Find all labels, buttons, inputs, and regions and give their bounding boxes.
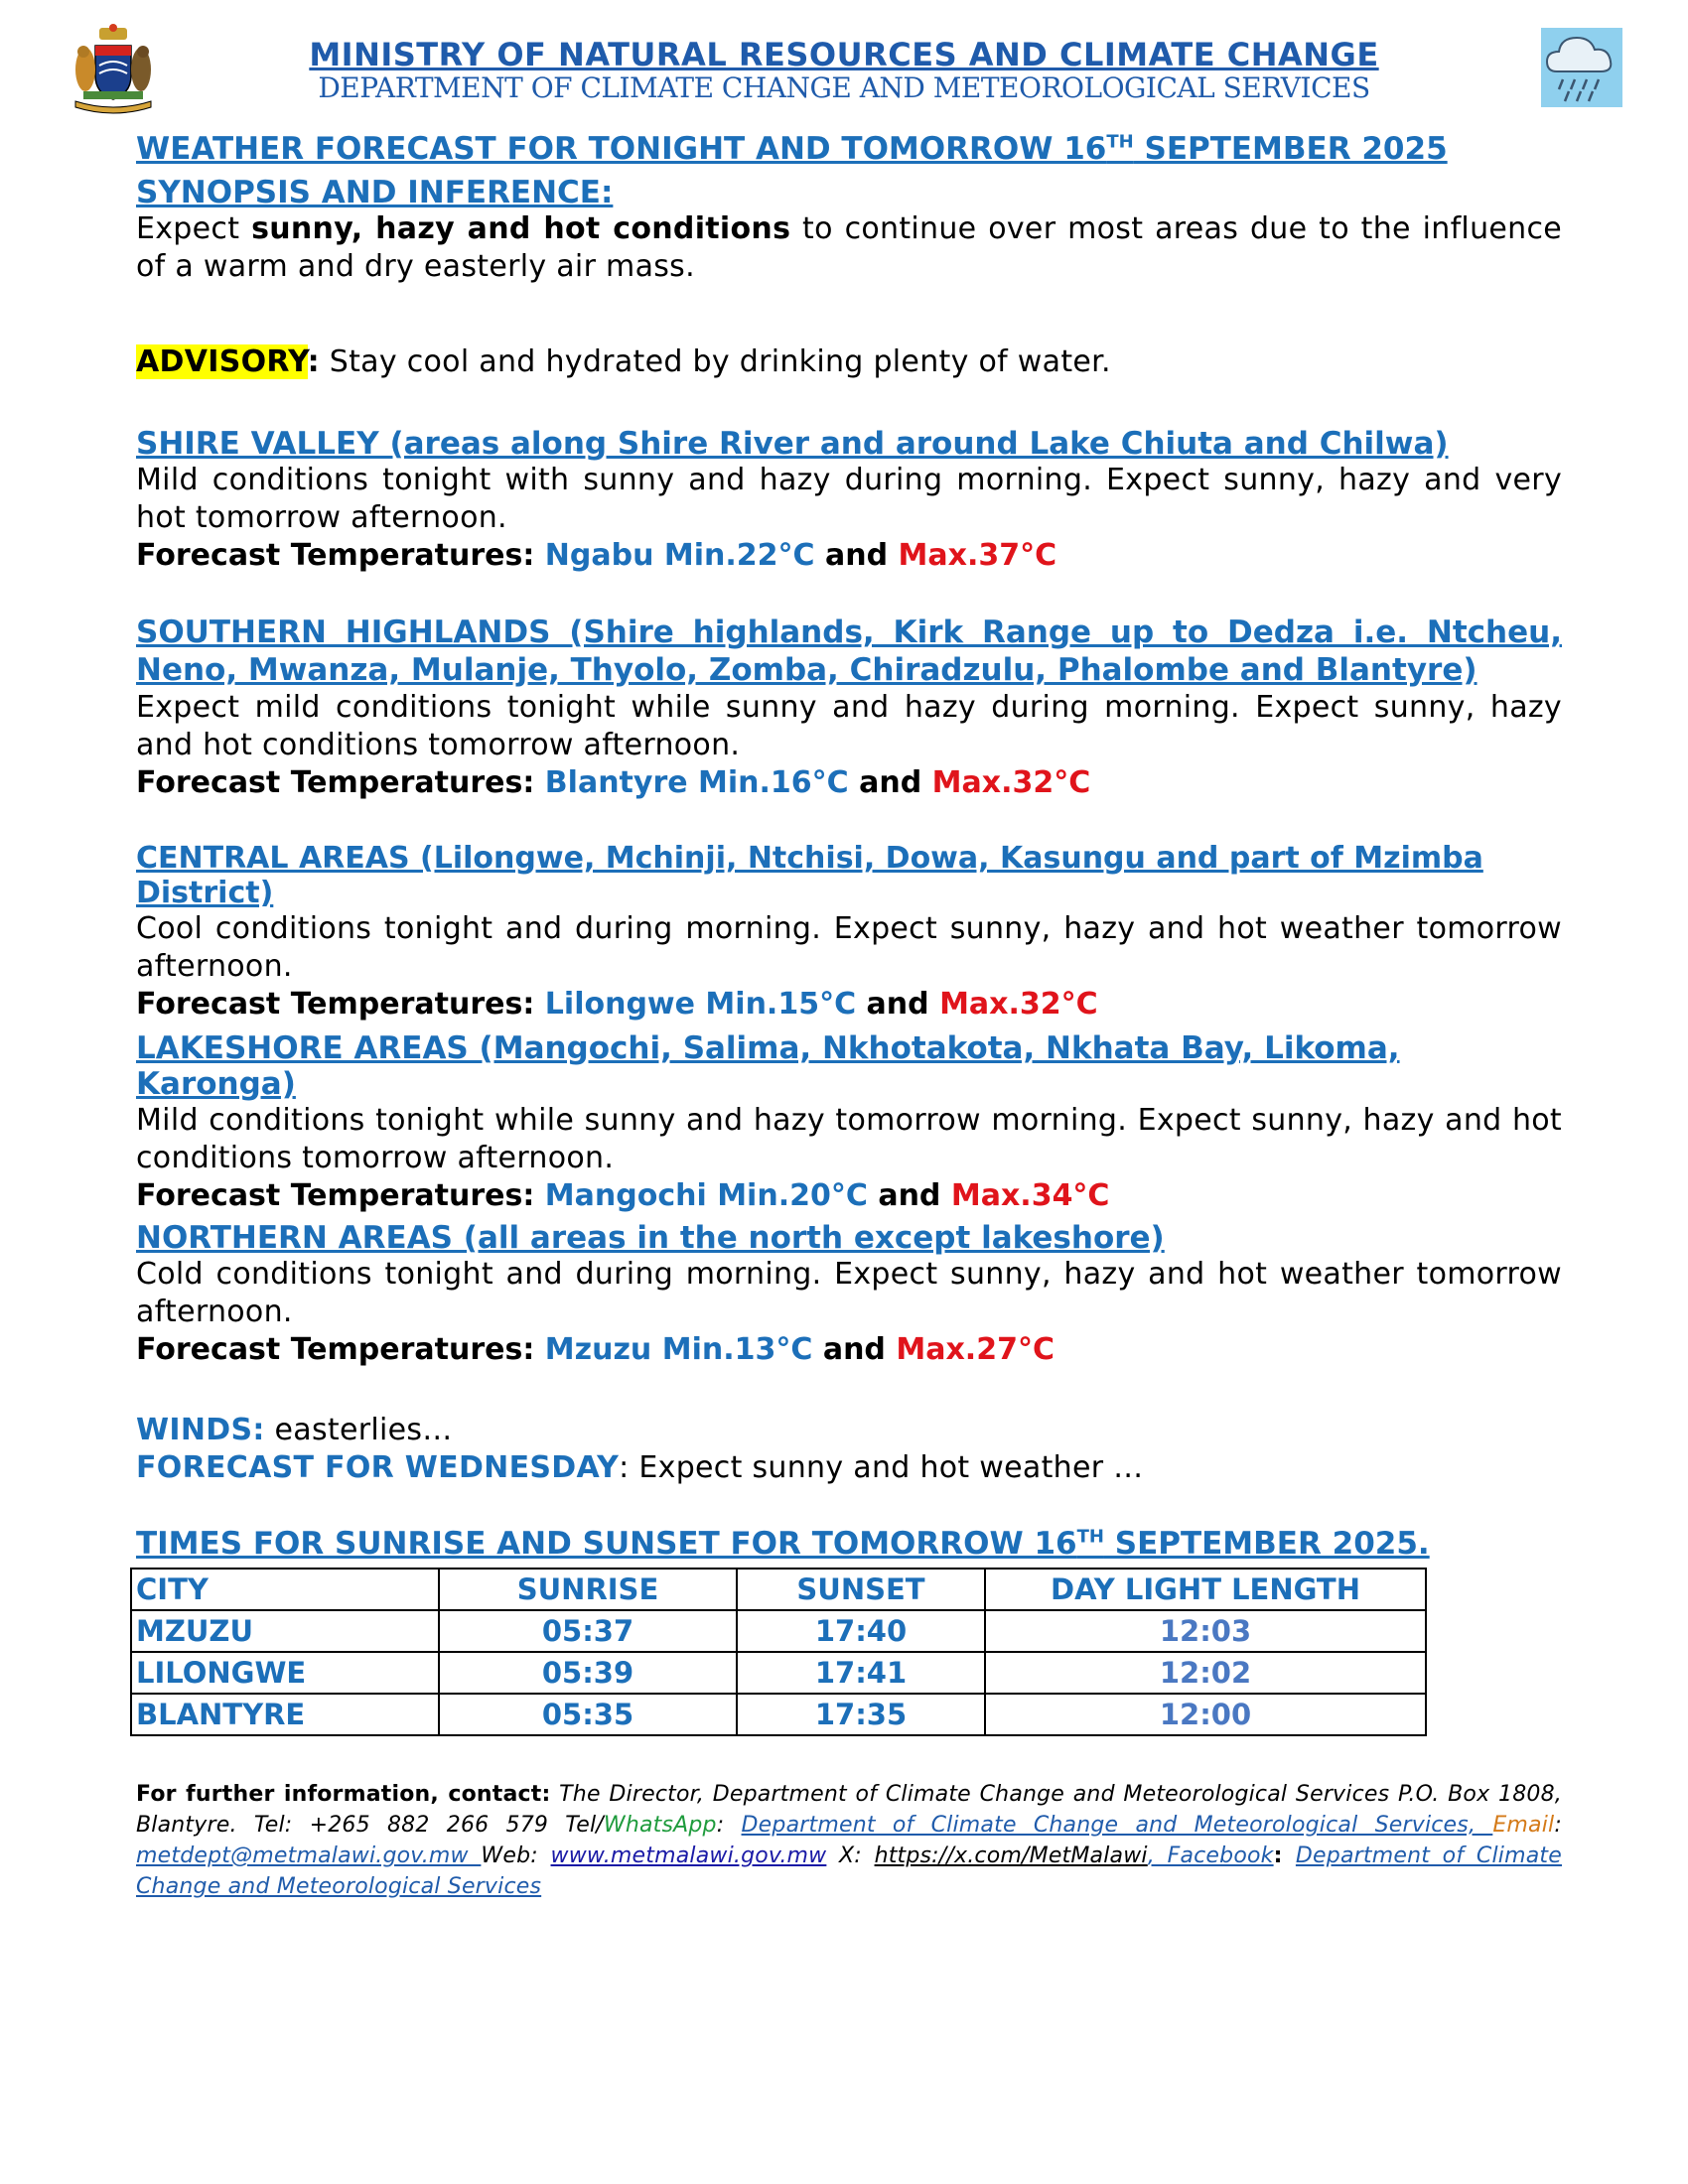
region-text: Expect mild conditions tonight while sunny and hazy during morning. Expect sunny, hazy and hot conditions tomorrow afternoon. xyxy=(136,690,1562,762)
cell-daylight: 12:00 xyxy=(985,1694,1426,1735)
region-heading: CENTRAL AREAS (Lilongwe, Mchinji, Ntchisi, Dowa, Kasungu and part of Mzimba District) xyxy=(136,841,1483,910)
sun-times-table xyxy=(130,1568,1427,1736)
email-link[interactable]: metdept@metmalawi.gov.mw xyxy=(136,1843,482,1868)
region-text: Cool conditions tonight and during morning. Expect sunny, hazy and hot weather tomorrow afternoon. xyxy=(136,911,1562,984)
region-temperatures: Forecast Temperatures: Blantyre Min.16°C and Max.32°C xyxy=(136,765,1091,800)
col-sunset: SUNSET xyxy=(737,1569,985,1610)
region-temperatures: Forecast Temperatures: Mzuzu Min.13°C and Max.27°C xyxy=(136,1332,1055,1367)
col-city: CITY xyxy=(131,1569,439,1610)
region-southern-highlands xyxy=(136,614,1562,802)
col-daylight: DAY LIGHT LENGTH xyxy=(985,1569,1426,1610)
cell-sunrise: 05:37 xyxy=(439,1610,737,1652)
region-text: Cold conditions tonight and during morning. Expect sunny, hazy and hot weather tomorrow afternoon. xyxy=(136,1257,1562,1329)
email-label: Email xyxy=(1492,1813,1555,1838)
region-heading: SOUTHERN HIGHLANDS (Shire highlands, Kirk Range up to Dedza i.e. Ntcheu, Neno, Mwanza, Mulanje, Thyolo, Zomba, Chiradzulu, Phalombe and Blantyre) xyxy=(136,614,1562,688)
cell-city: LILONGWE xyxy=(131,1652,439,1694)
cell-daylight: 12:02 xyxy=(985,1652,1426,1694)
rain-cloud-icon xyxy=(1541,28,1622,107)
table-row xyxy=(131,1694,1426,1735)
whatsapp-label: WhatsApp xyxy=(603,1813,717,1838)
region-text: Mild conditions tonight while sunny and hazy tomorrow morning. Expect sunny, hazy and hot conditions tomorrow afternoon. xyxy=(136,1103,1562,1175)
table-header-row xyxy=(131,1569,1426,1610)
advisory-label: ADVISORY xyxy=(136,344,308,379)
region-heading: SHIRE VALLEY (areas along Shire River and around Lake Chiuta and Chilwa) xyxy=(136,426,1449,462)
synopsis-heading: SYNOPSIS AND INFERENCE: xyxy=(136,175,614,210)
region-temperatures: Forecast Temperatures: Ngabu Min.22°C and Max.37°C xyxy=(136,538,1057,573)
table-row xyxy=(131,1652,1426,1694)
cell-sunset: 17:40 xyxy=(737,1610,985,1652)
cell-sunset: 17:35 xyxy=(737,1694,985,1735)
sun-times-heading: TIMES FOR SUNRISE AND SUNSET FOR TOMORROW 16TH SEPTEMBER 2025. xyxy=(136,1526,1430,1562)
contact-footer: For further information, contact: The Director, Department of Climate Change and Meteorological Services P.O. Box 1808, Blantyre. Tel: +265 882 266 579 Tel/WhatsApp: Department of Climate Change and Meteorological Services, Email: metdept@metmalawi.gov.mw Web: www.metmalawi.gov.mw X: https://x.com/MetMalawi, Facebook: Department of Climate Change and Meteorological Services xyxy=(136,1782,1562,1899)
region-temperatures: Forecast Temperatures: Lilongwe Min.15°C and Max.32°C xyxy=(136,987,1098,1022)
cell-daylight: 12:03 xyxy=(985,1610,1426,1652)
region-text: Mild conditions tonight with sunny and hazy during morning. Expect sunny, hazy and very hot tomorrow afternoon. xyxy=(136,463,1562,535)
cell-sunrise: 05:39 xyxy=(439,1652,737,1694)
x-link[interactable]: https://x.com/MetMalawi xyxy=(874,1843,1148,1868)
cell-city: MZUZU xyxy=(131,1610,439,1652)
forecast-title: WEATHER FORECAST FOR TONIGHT AND TOMORROW 16TH SEPTEMBER 2025 xyxy=(136,131,1448,167)
forecast-wednesday: FORECAST FOR WEDNESDAY: Expect sunny and hot weather … xyxy=(136,1450,1144,1485)
region-central-areas xyxy=(136,841,1562,1024)
facebook-link[interactable]: Department of Climate Change and Meteorological Services xyxy=(136,1843,1562,1899)
department-link[interactable]: Department of Climate Change and Meteorological Services, xyxy=(741,1813,1493,1838)
facebook-label: , Facebook xyxy=(1147,1843,1274,1868)
cell-city: BLANTYRE xyxy=(131,1694,439,1735)
website-link[interactable]: www.metmalawi.gov.mw xyxy=(550,1843,827,1868)
col-sunrise: SUNRISE xyxy=(439,1569,737,1610)
cell-sunrise: 05:35 xyxy=(439,1694,737,1735)
advisory: ADVISORY: Stay cool and hydrated by drinking plenty of water. xyxy=(136,344,1111,379)
region-shire-valley xyxy=(136,426,1562,575)
malawi-coat-of-arms-icon xyxy=(70,24,157,115)
footer-lead: For further information, contact: xyxy=(136,1782,551,1807)
region-heading: LAKESHORE AREAS (Mangochi, Salima, Nkhotakota, Nkhata Bay, Likoma, Karonga) xyxy=(136,1030,1400,1102)
cell-sunset: 17:41 xyxy=(737,1652,985,1694)
winds: WINDS: easterlies… xyxy=(136,1413,453,1447)
region-lakeshore-areas xyxy=(136,1030,1562,1215)
ministry-title: MINISTRY OF NATURAL RESOURCES AND CLIMATE CHANGE xyxy=(309,36,1379,73)
table-row xyxy=(131,1610,1426,1652)
region-heading: NORTHERN AREAS (all areas in the north except lakeshore) xyxy=(136,1220,1165,1256)
department-title: DEPARTMENT OF CLIMATE CHANGE AND METEOROLOGICAL SERVICES xyxy=(318,71,1370,104)
region-temperatures: Forecast Temperatures: Mangochi Min.20°C and Max.34°C xyxy=(136,1178,1110,1213)
synopsis-text: Expect sunny, hazy and hot conditions to continue over most areas due to the influence of a warm and dry easterly air mass. xyxy=(136,211,1562,284)
region-northern-areas xyxy=(136,1220,1562,1369)
